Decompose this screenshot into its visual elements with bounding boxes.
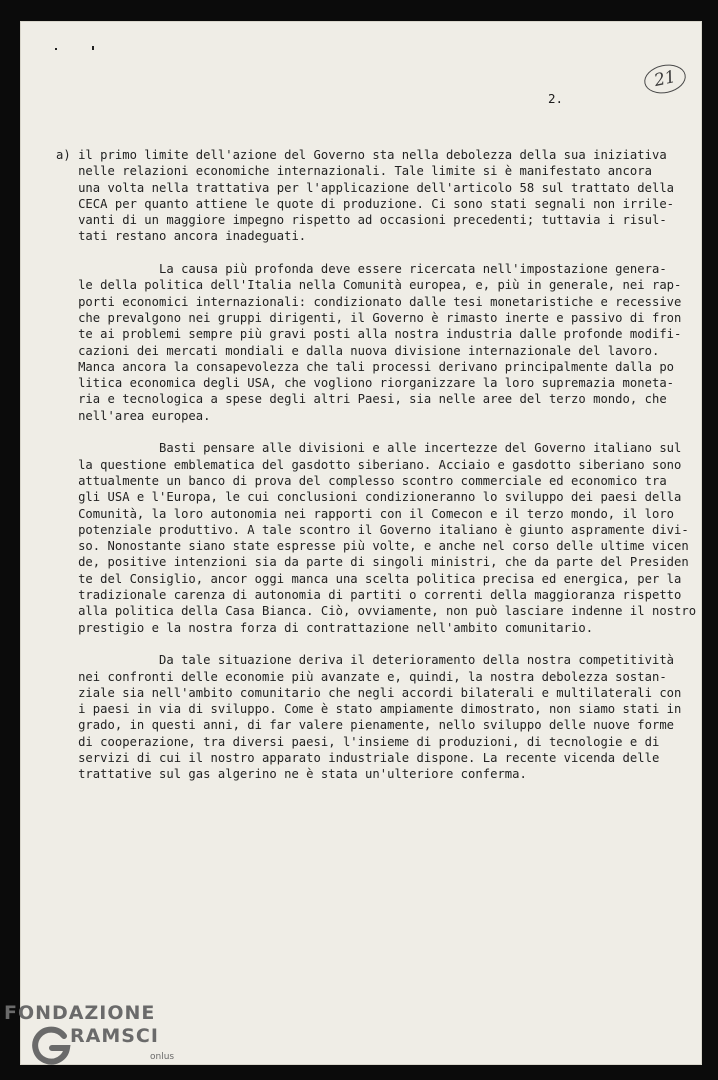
- text-line: a) il primo limite dell'azione del Governo sta nella debolezza della sua iniziativa: [56, 148, 667, 162]
- text-line: la questione emblematica del gasdotto siberiano. Acciaio e gasdotto siberiano sono: [56, 457, 682, 472]
- fondazione-gramsci-watermark: [4, 1002, 204, 1077]
- text-line: Comunità, la loro autonomia nei rapporti con il Comecon e il terzo mondo, il loro: [56, 506, 675, 521]
- text-line: ziale sia nell'ambito comunitario che negli accordi bilaterali e multilaterali con: [56, 685, 682, 700]
- text-line: potenziale produttivo. A tale scontro il Governo italiano è giunto aspramente divi-: [56, 522, 689, 537]
- archive-stamp: [642, 61, 689, 97]
- text-line: nelle relazioni economiche internazionali. Tale limite si è manifestato ancora: [56, 164, 652, 179]
- text-line: La causa più profonda deve essere ricercata nell'impostazione genera-: [56, 262, 667, 277]
- watermark-line1: FONDAZIONE: [4, 1002, 156, 1024]
- body-text: [56, 147, 697, 799]
- text-line: Basti pensare alle divisioni e alle incertezze del Governo italiano sul: [56, 441, 682, 456]
- page-number: 2.: [548, 91, 564, 106]
- watermark-suffix: onlus: [150, 1052, 175, 1062]
- ink-mark: [55, 48, 57, 50]
- text-line: nei confronti delle economie più avanzate e, quindi, la nostra debolezza sostan-: [56, 669, 667, 684]
- watermark-line2: RAMSCI: [70, 1025, 159, 1047]
- text-line: so. Nonostante siano state espresse più volte, e anche nel corso delle ultime vicen: [56, 539, 689, 554]
- paragraph: [56, 261, 682, 424]
- text-line: che prevalgono nei gruppi dirigenti, il Governo è rimasto inerte e passivo di fron: [56, 310, 682, 325]
- text-line: gli USA e l'Europa, le cui conclusioni condizioneranno lo sviluppo dei paesi della: [56, 490, 682, 505]
- text-line: tati restano ancora inadeguati.: [56, 229, 307, 244]
- watermark-g-logo: [30, 1024, 72, 1066]
- text-line: attualmente un banco di prova del complesso scontro commerciale ed economico tra: [56, 473, 667, 488]
- text-line: prestigio e la nostra forza di contrattazione nell'ambito comunitario.: [56, 620, 594, 635]
- text-line: tradizionale carenza di autonomia di partiti o correnti della maggioranza rispetto: [56, 588, 682, 603]
- text-line: grado, in questi anni, di far valere pienamente, nello sviluppo delle nuove forme: [56, 718, 675, 733]
- text-line: litica economica degli USA, che vogliono riorganizzare la loro supremazia moneta-: [56, 376, 675, 391]
- ink-mark: [92, 46, 94, 50]
- text-line: te ai problemi sempre più gravi posti alla nostra industria dalle profonde modifi-: [56, 327, 682, 342]
- text-line: alla politica della Casa Bianca. Ciò, ovviamente, non può lasciare indenne il nostro: [56, 604, 697, 619]
- text-line: di cooperazione, tra diversi paesi, l'insieme di produzioni, di tecnologie e di: [56, 734, 660, 749]
- text-line: CECA per quanto attiene le quote di produzione. Ci sono stati segnali non irrile-: [56, 196, 675, 211]
- text-line: nell'area europea.: [56, 408, 211, 423]
- text-line: trattative sul gas algerino ne è stata un'ulteriore conferma.: [56, 767, 527, 782]
- text-line: de, positive intenzioni sia da parte di singoli ministri, che da parte del Presiden: [56, 555, 689, 570]
- text-line: porti economici internazionali: condizionato dalle tesi monetaristiche e recessive: [56, 294, 682, 309]
- text-line: Manca ancora la consapevolezza che tali processi derivano principalmente dalla po: [56, 359, 675, 374]
- paragraph: [56, 147, 675, 245]
- text-line: i paesi in via di sviluppo. Come è stato ampiamente dimostrato, non siamo stati in: [56, 702, 682, 717]
- stamp-number: 21: [652, 66, 678, 92]
- paragraph: [56, 440, 697, 636]
- text-line: te del Consiglio, ancor oggi manca una scelta politica precisa ed energica, per la: [56, 571, 682, 586]
- text-line: servizi di cui il nostro apparato industriale dispone. La recente vicenda delle: [56, 750, 660, 765]
- text-line: una volta nella trattativa per l'applicazione dell'articolo 58 sul trattato della: [56, 180, 675, 195]
- text-line: cazioni dei mercati mondiali e dalla nuova divisione internazionale del lavoro.: [56, 343, 660, 358]
- text-line: ria e tecnologica a spese degli altri Paesi, sia nelle aree del terzo mondo, che: [56, 392, 667, 407]
- text-line: le della politica dell'Italia nella Comunità europea, e, più in generale, nei rap-: [56, 278, 682, 293]
- text-line: Da tale situazione deriva il deterioramento della nostra competitività: [56, 653, 675, 668]
- paragraph: [56, 652, 682, 782]
- text-line: vanti di un maggiore impegno rispetto ad occasioni precedenti; tuttavia i risul-: [56, 213, 667, 228]
